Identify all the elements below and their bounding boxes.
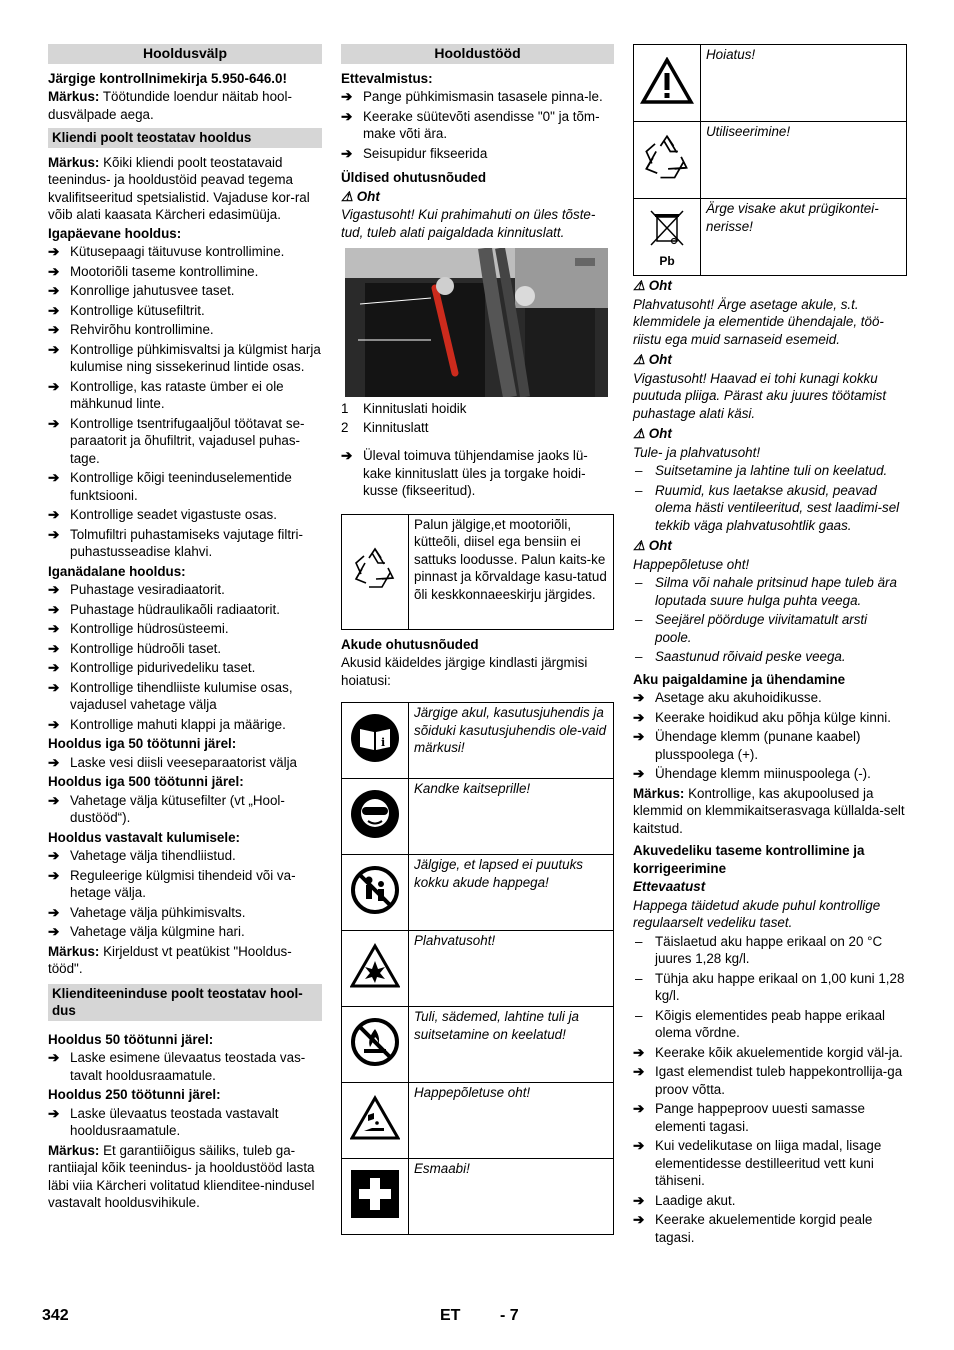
list-item: ➔ Igast elemendist tuleb happekontrollija-ga proov võtta.	[633, 1063, 907, 1098]
hwear-title: Hooldus vastavalt kulumisele:	[48, 829, 240, 845]
legend-item-1: 1 Kinnituslati hoidik	[341, 401, 467, 416]
install-title: Aku paigaldamine ja ühendamine	[633, 671, 846, 687]
crossed-bin-icon	[634, 199, 701, 276]
list-item: ➔ Kontrollige pühkimisvaltsi ja külgmist harja kulumise ning sissekerinud lintide osas.	[48, 341, 322, 376]
list-item: ➔ Vahetage välja tihendliistud.	[48, 847, 322, 865]
sign-text: Esmaabi!	[409, 1159, 614, 1235]
page-number: 342	[42, 1307, 69, 1324]
list-item: ➔ Kontrollige tihendliiste kulumise osas, vajadusel vahetage välja	[48, 679, 322, 714]
warning-label: ⚠ Oht	[341, 188, 380, 204]
list-item: ➔ Kütusepaagi täituvuse kontrollimine.	[48, 243, 322, 261]
warning-label: ⚠ Oht	[633, 352, 672, 367]
machine-photo-figure	[341, 248, 614, 398]
legend-item-2: 2 Kinnituslatt	[341, 419, 429, 435]
warning-triangle-icon: ⚠	[633, 352, 646, 367]
list-item: ➔ Kontrollige kõigi teeninduselementide funktsiooni.	[48, 469, 322, 504]
goggles-icon	[342, 779, 409, 855]
recycle-icon	[342, 514, 409, 629]
svg-text:i: i	[381, 736, 386, 750]
sign-text: Happepõletuse oht!	[409, 1083, 614, 1159]
environment-notice	[341, 514, 614, 630]
list-item: ➔ Vahetage välja pühkimisvalts.	[48, 904, 322, 922]
h50-title: Hooldus iga 50 töötunni järel:	[48, 736, 237, 751]
list-item: – Täislaetud aku happe erikaal on 20 °C juures 1,28 kg/l.	[633, 933, 907, 968]
prep-title: Ettevalmistus:	[341, 70, 433, 86]
warning-label: ⚠ Oht	[633, 278, 672, 293]
warning-triangle-icon: ⚠	[633, 278, 646, 293]
sign-text: Ärge visake akut prügikontei-nerisse!	[701, 199, 907, 276]
list-item: ➔ Üleval toimuva tühjendamise jaoks lü-kake kinnituslatt üles ja torgake hoidi-kusse (fikseeritud).	[341, 447, 614, 500]
list-item: – Kõigis elementides peab happe erikaal olema võrdne.	[633, 1007, 907, 1042]
list-item: ➔ Ühendage klemm miinuspoolega (-).	[633, 765, 907, 783]
note-terminals: Märkus: Kontrollige, kas akupoolused ja klemmid on klemmikaitserasvaga küllalda-selt kaitstud.	[633, 785, 905, 836]
warning-label: ⚠ Oht	[633, 426, 672, 441]
pb-label: Pb	[659, 254, 675, 269]
warning-triangle-icon: ⚠	[633, 426, 646, 441]
list-item: ➔ Puhastage hüdraulikaõli radiaatorit.	[48, 601, 322, 619]
no-children-icon	[342, 855, 409, 931]
section-header-service-maintenance: Klienditeeninduse poolt teostatav hool-dus	[48, 984, 322, 1021]
sign-text: Utiliseerimine!	[701, 122, 907, 199]
list-item: ➔ Mootoriõli taseme kontrollimine.	[48, 263, 322, 281]
warning-triangle-icon: ⚠	[341, 188, 354, 204]
column-3	[633, 44, 907, 1248]
list-item: ➔ Vahetage välja kütusefilter (vt „Hool-dustööd“).	[48, 792, 322, 827]
list-item: ➔ Vahetage välja külgmine hari.	[48, 923, 322, 941]
level-title: Akuvedeliku taseme kontrollimine ja korrigeerimine	[633, 843, 865, 876]
list-item: ➔ Rehvirõhu kontrollimine.	[48, 321, 322, 339]
list-item: ➔ Asetage aku akuhoidikusse.	[633, 689, 907, 707]
sign-text: Hoiatus!	[701, 45, 907, 122]
daily-list	[48, 243, 322, 561]
s250-title: Hooldus 250 töötunni järel:	[48, 1087, 221, 1102]
list-item: – Suitsetamine ja lahtine tuli on keelatud.	[633, 462, 907, 480]
sign-text: Jälgige, et lapsed ei puutuks kokku akude happega!	[409, 855, 614, 931]
sign-text: Tuli, sädemed, lahtine tuli ja suitsetamine on keelatud!	[409, 1007, 614, 1083]
list-item: ➔ Kontrollige kütusefiltrit.	[48, 302, 322, 320]
list-item: ➔ Kontrollige hüdroõli taset.	[48, 640, 322, 658]
list-item: – Ruumid, kus laetakse akusid, peavad olema hästi ventileeritud, sest laadimi-sel tekkib väga plahvatusohtlik gaas.	[633, 482, 907, 535]
list-item: ➔ Ühendage klemm (punane kaabel) plusspoolega (+).	[633, 728, 907, 763]
list-item: ➔ Puhastage vesiradiaatorit.	[48, 581, 322, 599]
warning-text: Vigastusoht! Haavad ei tohi kunagi kokku puutuda pliiga. Pärast aku juures töötamist puhastage alati käsi.	[633, 370, 887, 421]
note-hours: Märkus: Töötundide loendur näitab hool-dusvälpade aega.	[48, 89, 292, 122]
list-item: ➔ Pange pühkimismasin tasasele pinna-le.	[341, 88, 614, 106]
list-item: ➔ Pange happeproov uuesti samasse elementi tagasi.	[633, 1100, 907, 1135]
first-aid-icon	[342, 1159, 409, 1235]
list-item: – Saastunud rõivaid peske veega.	[633, 648, 907, 666]
note-description: Märkus: Kirjeldust vt peatükist "Hooldus-tööd".	[48, 943, 292, 976]
list-item: – Tühja aku happe erikaal on 1,00 kuni 1,28 kg/l.	[633, 970, 907, 1005]
list-item: ➔ Keerake kõik akuelementide korgid väl-ja.	[633, 1044, 907, 1062]
list-item: ➔ Kontrollige seadet vigastuste osas.	[48, 506, 322, 524]
column-2	[341, 44, 614, 1235]
list-item: ➔ Keerake hoidikud aku põhja külge kinni.	[633, 709, 907, 727]
list-item: ➔ Kontrollige, kas rataste ümber ei ole mähkunud linte.	[48, 378, 322, 413]
note-warranty: Märkus: Et garantiiõigus säiliks, tuleb ga-rantiiajal kõik teenindus- ja hooldustööd lasta läbi viia Kärcheri volitatud klienditee-nindusel vastavalt hooldusvihikule.	[48, 1142, 315, 1210]
language-code: ET	[440, 1307, 461, 1324]
list-item: – Seejärel pöörduge viivitamatult arsti poole.	[633, 611, 907, 646]
machine-photo	[345, 248, 608, 397]
column-1	[48, 44, 322, 1213]
disposal-sign-table	[633, 44, 907, 276]
section-header-hooldusvalp: Hooldusvälp	[48, 44, 322, 64]
manual-icon	[342, 703, 409, 779]
battery-title: Akude ohutusnõuded	[341, 636, 479, 652]
list-item: ➔ Kontrollige hüdrosüsteemi.	[48, 620, 322, 638]
warning-triangle-icon: ⚠	[633, 538, 646, 553]
acid-burn-icon	[342, 1083, 409, 1159]
list-item: ➔ Kontrollige mahuti klappi ja määrige.	[48, 716, 322, 734]
list-item: ➔ Keerake süütevõti asendisse "0" ja tõm-make võti ära.	[341, 108, 614, 143]
list-item: – Silma või nahale pritsinud hape tuleb ära loputada suure hulga puhta veega.	[633, 574, 907, 609]
recycle-icon	[634, 122, 701, 199]
s50-title: Hooldus 50 töötunni järel:	[48, 1031, 214, 1047]
weekly-list	[48, 581, 322, 733]
warning-text: Plahvatusoht! Ärge asetage akule, s.t. klemmidele ja elementide ühendajale, töö-riistu ega muid sarnaseid esemeid.	[633, 296, 884, 347]
list-item: ➔ Seisupidur fikseerida	[341, 145, 614, 163]
list-item: ➔ Laske ülevaatus teostada vastavalt hooldusraamatule.	[48, 1105, 322, 1140]
list-item: ➔ Kontrollige pidurivedeliku taset.	[48, 659, 322, 677]
checklist-note: Järgige kontrollnimekirja 5.950-646.0!	[48, 70, 287, 86]
list-item: ➔ Laske esimene ülevaatus teostada vas-tavalt hooldusraamatule.	[48, 1049, 322, 1084]
note-customer: Märkus: Kõiki kliendi poolt teostatavaid teenindus- ja hooldustöid peavad tegema kvalifitseeritud spetsialistid. Vajaduse kor-ral võib alati kaasata Kärcheri edasimüüja.	[48, 154, 310, 222]
list-item: ➔ Kontrollige tsentrifugaaljõul töötavat se-paraatorit ja õhufiltrit, vajadusel puhas-tage.	[48, 415, 322, 468]
warning-text: Tule- ja plahvatusoht!	[633, 444, 761, 460]
explosion-icon	[342, 931, 409, 1007]
section-header-hooldustood: Hooldustööd	[341, 44, 614, 64]
list-item: ➔ Laske vesi diisli veeseparaatorist välja	[48, 754, 322, 772]
list-item: ➔ Kui vedelikutase on liiga madal, lisage elementidesse destilleeritud vett kuni tähiseni.	[633, 1137, 907, 1190]
battery-intro: Akusid käideldes järgige kindlasti järgmisi hoiatusi:	[341, 655, 588, 688]
list-item: ➔ Reguleerige külgmisi tihendeid või va-hetage välja.	[48, 867, 322, 902]
warning-text: Happepõletuse oht!	[633, 556, 750, 572]
photo-legend	[341, 400, 614, 436]
list-item: ➔ Laadige akut.	[633, 1192, 907, 1210]
daily-title: Igapäevane hooldus:	[48, 225, 182, 241]
sign-text: Plahvatusoht!	[409, 931, 614, 1007]
list-item: ➔ Keerake akuelementide korgid peale tagasi.	[633, 1211, 907, 1246]
safety-title: Üldised ohutusnõuded	[341, 170, 487, 185]
list-item: ➔ Tolmufiltri puhastamiseks vajutage filtri-puhastusseadise klahvi.	[48, 526, 322, 561]
caution-text: Happega täidetud akude puhul kontrollige regulaarselt vedeliku taset.	[633, 897, 881, 930]
caution-label: Ettevaatust	[633, 879, 706, 894]
warning-icon	[634, 45, 701, 122]
warning-text: Vigastusoht! Kui prahimahuti on üles tõste-tud, tuleb alati paigaldada kinnituslatt.	[341, 207, 596, 240]
h500-title: Hooldus iga 500 töötunni järel:	[48, 774, 244, 789]
warning-label: ⚠ Oht	[633, 538, 672, 553]
section-page: - 7	[500, 1307, 519, 1324]
sign-text: Järgige akul, kasutusjuhendis ja sõiduki kasutusjuhendis ole-vaid märkusi!	[409, 703, 614, 779]
list-item: ➔ Konrollige jahutusvee taset.	[48, 282, 322, 300]
weekly-title: Iganädalane hooldus:	[48, 563, 186, 579]
sign-text: Kandke kaitseprille!	[409, 779, 614, 855]
environment-text: Palun jälgige,et mootoriõli, kütteõli, diisel ega bensiin ei sattuks loodusse. Palun kaits-ke pinnast ja kõrvaldage kasu-tatud õli keskkonnaeeskirju järgides.	[409, 514, 614, 629]
section-header-customer-maintenance: Kliendi poolt teostatav hooldus	[48, 128, 322, 148]
no-fire-icon	[342, 1007, 409, 1083]
battery-sign-table	[341, 702, 614, 1235]
